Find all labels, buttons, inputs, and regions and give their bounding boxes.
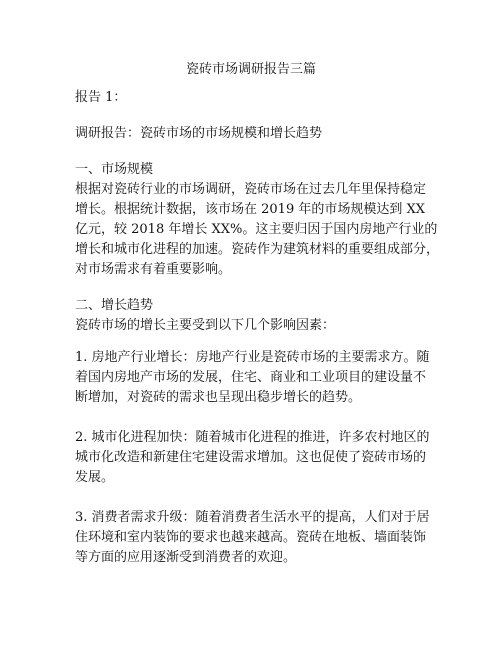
report-subject: [75, 124, 435, 144]
report-label: [75, 88, 435, 108]
point-2: [75, 428, 435, 488]
point-line: 发展。: [75, 470, 115, 485]
paragraph-line: 对市场需求有着重要影响。: [75, 262, 232, 277]
section-2: [75, 296, 435, 336]
paragraph-line: 增长和城市化进程的加速。瓷砖作为建筑材料的重要组成部分，: [75, 242, 440, 257]
report-subject-text: 调研报告：瓷砖市场的市场规模和增长趋势: [75, 126, 323, 141]
section-2-heading: 二、增长趋势: [75, 298, 154, 313]
document-title: 瓷砖市场调研报告三篇: [185, 62, 316, 77]
point-1: [75, 348, 435, 408]
point-line: 住环境和室内装饰的要求也越来越高。瓷砖在地板、墙面装饰: [75, 530, 427, 545]
point-line: 2. 城市化进程加快：随着城市化进程的推进，许多农村地区的: [75, 430, 430, 445]
point-line: 着国内房地产市场的发展，住宅、商业和工业项目的建设量不: [75, 370, 427, 385]
point-3: [75, 508, 435, 568]
paragraph-line: 亿元，较 2018 年增长 XX%。这主要归因于国内房地产行业的: [75, 222, 438, 237]
point-line: 等方面的应用逐渐受到消费者的欢迎。: [75, 550, 297, 565]
section-1: [75, 160, 440, 280]
paragraph-line: 增长。根据统计数据，该市场在 2019 年的市场规模达到 XX: [75, 202, 425, 217]
section-1-heading: 一、市场规模: [75, 162, 154, 177]
report-label-text: 报告 1：: [75, 90, 127, 105]
section-2-intro: 瓷砖市场的增长主要受到以下几个影响因素：: [75, 318, 336, 333]
point-line: 断增加，对瓷砖的需求也呈现出稳步增长的趋势。: [75, 390, 362, 405]
point-line: 1. 房地产行业增长：房地产行业是瓷砖市场的主要需求方。随: [75, 350, 430, 365]
point-line: 3. 消费者需求升级：随着消费者生活水平的提高，人们对于居: [75, 510, 430, 525]
paragraph-line: 根据对瓷砖行业的市场调研，瓷砖市场在过去几年里保持稳定: [75, 182, 427, 197]
point-line: 城市化改造和新建住宅建设需求增加。这也促使了瓷砖市场的: [75, 450, 427, 465]
